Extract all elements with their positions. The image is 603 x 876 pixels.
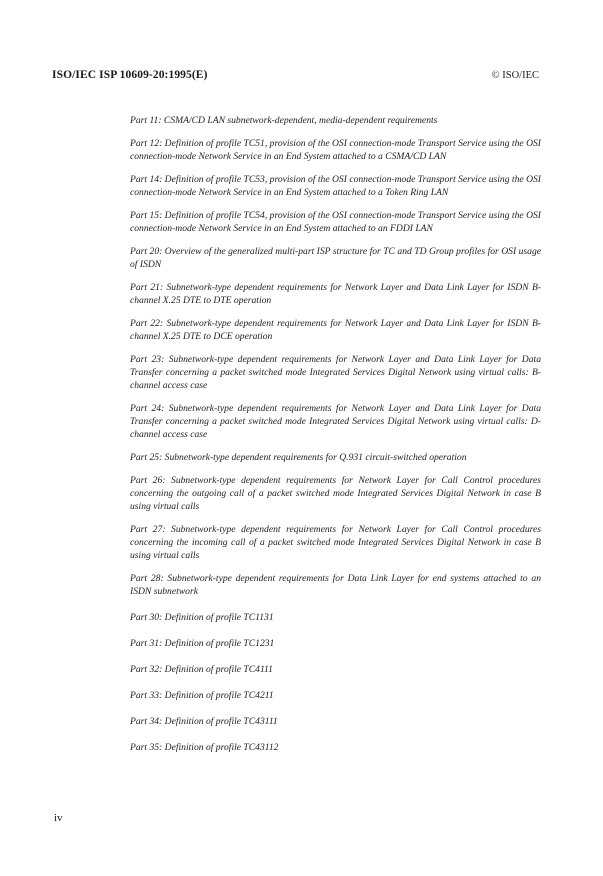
part-item: Part 35: Definition of profile TC43112 [130, 742, 279, 753]
page-number: iv [54, 812, 63, 824]
part-item: Part 24: Subnetwork-type dependent requirements for Network Layer and Data Link Layer for Data Transfer concerning a packet switched mode Integrated Services Digital Network using virtual calls: D-channel access case [130, 403, 541, 440]
part-item: Part 14: Definition of profile TC53, provision of the OSI connection-mode Transport Service using the OSI connection-mode Network Service in an End System attached to a Token Ring LAN [130, 174, 541, 198]
part-item: Part 22: Subnetwork-type dependent requirements for Network Layer and Data Link Layer for ISDN B-channel X.25 DTE to DCE operation [130, 318, 541, 342]
part-item: Part 33: Definition of profile TC4211 [130, 690, 274, 701]
part-item: Part 30: Definition of profile TC1131 [130, 612, 274, 623]
parts-list [130, 114, 541, 754]
part-item: Part 15: Definition of profile TC54, provision of the OSI connection-mode Transport Service using the OSI connection-mode Network Service in an End System attached to an FDDI LAN [130, 210, 541, 234]
part-item: Part 20: Overview of the generalized multi-part ISP structure for TC and TD Group profiles for OSI usage of ISDN [130, 246, 541, 270]
part-item: Part 31: Definition of profile TC1231 [130, 638, 275, 649]
part-item: Part 28: Subnetwork-type dependent requirements for Data Link Layer for end systems attached to an ISDN subnetwork [130, 573, 541, 597]
part-item: Part 26: Subnetwork-type dependent requirements for Network Layer for Call Control procedures concerning the outgoing call of a packet switched mode Integrated Services Digital Network in case B using virtual calls [130, 475, 541, 512]
part-item: Part 11: CSMA/CD LAN subnetwork-dependent, media-dependent requirements [130, 115, 438, 126]
copyright-notice: © ISO/IEC [491, 70, 539, 81]
document-identifier: ISO/IEC ISP 10609-20:1995(E) [52, 69, 208, 81]
part-item: Part 12: Definition of profile TC51, provision of the OSI connection-mode Transport Service using the OSI connection-mode Network Service in an End System attached to a CSMA/CD LAN [130, 138, 541, 162]
part-item: Part 25: Subnetwork-type dependent requirements for Q.931 circuit-switched operation [130, 452, 467, 463]
part-item: Part 23: Subnetwork-type dependent requirements for Network Layer and Data Link Layer for Data Transfer concerning a packet switched mode Integrated Services Digital Network using virtual calls: B-channel access case [130, 354, 541, 391]
part-item: Part 27: Subnetwork-type dependent requirements for Network Layer for Call Control procedures concerning the incoming call of a packet switched mode Integrated Services Digital Network in case B using virtual calls [130, 524, 541, 561]
part-item: Part 21: Subnetwork-type dependent requirements for Network Layer and Data Link Layer for ISDN B-channel X.25 DTE to DTE operation [130, 282, 541, 306]
part-item: Part 32: Definition of profile TC4111 [130, 664, 273, 675]
part-item: Part 34: Definition of profile TC43111 [130, 716, 278, 727]
